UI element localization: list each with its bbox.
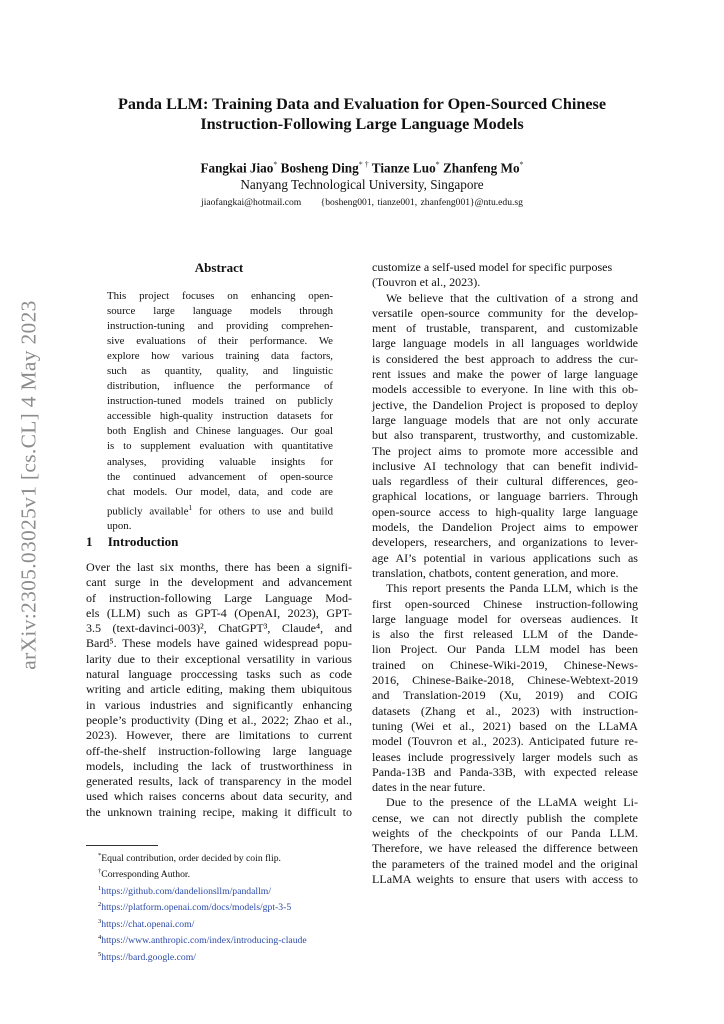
author-mark: *: [519, 160, 524, 169]
text-line: jective, the Dandelion Project is proposed to deploy: [372, 397, 638, 412]
text-line: such as quantity, quality, and linguistic: [107, 365, 333, 378]
text-line: Panda-13B and Panda-33B, with expected release: [372, 764, 638, 779]
footnote-divider: [86, 845, 158, 846]
text-line: models, including the lack of trustworthiness in: [86, 758, 352, 773]
footnote-mark: *: [98, 852, 102, 859]
footnotes: [98, 849, 358, 964]
text-line: Bard⁵. These models have gained widespread popu-: [86, 636, 352, 651]
text-line: used which raises concerns about data security, and: [86, 789, 352, 804]
right-column-text: [372, 260, 638, 887]
footnote-item: [98, 882, 358, 898]
footnote-mark: 1: [98, 884, 102, 892]
footnote-link[interactable]: https://bard.google.com/: [101, 951, 196, 963]
text-line: model (Touvron et al., 2023). Anticipated future re-: [372, 734, 638, 749]
text-line: models accessible to everyone. In line with this ob-: [372, 382, 638, 397]
text-line: inclusive AI technology that can benefit individ-: [372, 458, 638, 473]
footnote-item: [98, 948, 358, 964]
text-line: We believe that the cultivation of a strong and: [386, 290, 638, 305]
text-line: sive evaluations of their performance. We: [107, 335, 333, 348]
title-line-2: Instruction-Following Large Language Models: [200, 115, 524, 133]
text-line: dates in the near future.: [372, 780, 486, 795]
text-line: source large language models through: [107, 305, 333, 318]
abstract-heading: Abstract: [194, 260, 244, 275]
left-column-text: [86, 560, 352, 820]
text-line: ment of trustable, transparent, and customizable: [372, 321, 638, 336]
text-line: instruction-tuned models trained on publicly: [107, 395, 333, 408]
text-line: Due to the presence of the LLaMA weight Li-: [386, 795, 638, 810]
text-line: writing and article editing, making them ubiquitous: [86, 682, 352, 697]
text-line: natural language proccessing tasks such as code: [86, 667, 352, 682]
footnote-mark: 3: [98, 917, 102, 925]
text-line: large language models that are not only accurate: [372, 412, 638, 427]
text-line: larity due to their exceptional versatility in various: [86, 651, 352, 666]
text-line: graphical locations, or language barriers. Through: [372, 489, 638, 504]
text-line: weights of the checkpoints of our Panda LLM.: [372, 825, 638, 840]
text-line: upon.: [107, 520, 132, 533]
text-line: publicly available$^1$ for others to use and build: [107, 502, 334, 518]
text-line: lion Project. Our Panda LLM model has been: [372, 642, 638, 657]
text-line: The project aims to promote more accessible and: [372, 443, 638, 458]
arxiv-stamp-text: arXiv:2305.03025v1 [cs.CL] 4 May 2023: [16, 300, 41, 670]
text-line: explore how various training data factors,: [107, 350, 333, 363]
author-mark: *: [273, 160, 278, 169]
footnote-link[interactable]: https://www.anthropic.com/index/introducing-claude: [101, 935, 307, 947]
text-line: is to supplement evaluation with quantitative: [107, 440, 333, 453]
text-line: but also transparent, trustworthy, and customizable.: [372, 428, 638, 443]
text-line: (Touvron et al., 2023).: [372, 275, 481, 290]
footnote-text: Corresponding Author.: [101, 869, 191, 881]
author-list: [88, 160, 636, 176]
footnote-item: [98, 898, 358, 914]
text-line: trained on Chinese-Wiki-2019, Chinese-News-: [372, 657, 638, 672]
email-address: jiaofangkai@hotmail.com: [201, 197, 302, 208]
section-heading: [86, 534, 178, 550]
footnote-marker[interactable]: 1: [188, 502, 193, 512]
text-line: 2023). However, there are limitations to current: [86, 728, 352, 743]
text-line: both English and Chinese languages. Our goal: [107, 425, 333, 438]
text-line: off-the-shelf instruction-following large language: [86, 743, 352, 758]
text-line: the unknown training recipe, making it difficult to: [86, 804, 352, 819]
section-title: Introduction: [107, 534, 179, 549]
text-line: large language models in all languages worldwide: [372, 336, 638, 351]
footnote-mark: 4: [98, 934, 102, 942]
text-line: distribution, influence the performance of: [107, 380, 333, 393]
text-line: and Translation-2019 (Xu, 2019) and COIG: [372, 688, 638, 703]
text-line: els (LLM) such as GPT-4 (OpenAI, 2023), GPT-: [86, 605, 352, 620]
author-mark: *: [435, 160, 440, 169]
text-line: models, the Dandelion Project aims to empower: [372, 520, 638, 535]
footnote-mark: 2: [98, 901, 102, 909]
text-line: cense, we can not directly publish the complete: [372, 810, 638, 825]
text-line: 2016, Chinese-Baike-2018, Chinese-Webtext-2019: [372, 673, 638, 688]
footnote-link[interactable]: https://platform.openai.com/docs/models/gpt-3-5: [101, 902, 292, 914]
text-line: of instruction-following Large Language Mod-: [86, 590, 352, 605]
text-line: generated results, lack of transparency in the model: [86, 774, 352, 789]
text-line: in various industries and significantly enhancing: [86, 697, 352, 712]
author-name: Fangkai Jiao: [200, 160, 274, 176]
text-line: large language model for overseas audiences. It: [372, 611, 638, 626]
footnote-item: [98, 915, 358, 931]
footnote-link[interactable]: https://chat.openai.com/: [101, 918, 195, 930]
text-line: open-source access to high-quality large language: [372, 504, 638, 519]
text-line: rent issues and make the power of large language: [372, 367, 638, 382]
text-line: datasets (Zhang et al., 2023) with instruction-: [372, 703, 638, 718]
text-line: chat models. Our model, data, and code are: [107, 485, 333, 498]
title-line-1: Panda LLM: Training Data and Evaluation for Open-Sourced Chinese: [117, 95, 607, 113]
text-line: is considered the best approach to address the cur-: [372, 351, 638, 366]
text-line: uals regardless of their cultural differences, geo-: [372, 474, 638, 489]
text-line: tuning (Wei et al., 2021) based on the LLaMA: [372, 718, 638, 733]
affiliation: Nanyang Technological University, Singapore: [240, 177, 484, 192]
text-line: first open-sourced Chinese instruction-following: [372, 596, 638, 611]
text-line: leases include progressively larger models such as: [372, 749, 638, 764]
author-emails: [88, 197, 636, 208]
text-line: Therefore, we have released the difference between: [372, 841, 638, 856]
text-line: translation, chatbots, content generation, and more.: [372, 565, 619, 580]
arxiv-stamp: [14, 300, 44, 670]
footnote-item: [98, 931, 358, 947]
text-line: instruction-tuning and providing comprehen-: [107, 320, 333, 333]
text-line: cant surge in the development and advancement: [86, 575, 352, 590]
text-line: is also the first released LLM of the Dande-: [372, 627, 638, 642]
text-line: analyses, providing valuable insights for: [107, 455, 333, 468]
text-line: versatile open-source community for the develop-: [372, 305, 638, 320]
footnote-mark: †: [98, 868, 102, 876]
text-line: developers, researchers, and organizations to lever-: [372, 535, 638, 550]
text-line: This project focuses on enhancing open-: [107, 290, 333, 302]
text-line: 3.5 (text-davinci-003)², ChatGPT³, Claude⁴, and: [86, 621, 352, 636]
paper-title: [88, 94, 636, 134]
footnote-text: Equal contribution, order decided by coin flip.: [101, 853, 281, 865]
footnote-item: [98, 865, 358, 881]
author-name: Tianze Luo: [371, 160, 436, 176]
text-line: LLaMA weights to ensure that users with access to: [372, 871, 638, 886]
text-line: customize a self-used model for specific purposes: [372, 260, 613, 274]
email-address: {bosheng001, tianze001, zhanfeng001}@ntu.edu.sg: [320, 197, 523, 208]
text-line: accessible high-quality instruction datasets for: [107, 410, 333, 423]
text-line: people’s productivity (Ding et al., 2022; Zhao et al.,: [86, 712, 352, 727]
abstract-body: [107, 289, 333, 534]
author-mark: * †: [358, 160, 369, 169]
text-line: the continued advancement of open-source: [107, 470, 333, 483]
footnote-item: [98, 849, 358, 865]
author-name: Zhanfeng Mo: [442, 160, 520, 176]
author-name: Bosheng Ding: [280, 160, 359, 176]
section-number: 1: [86, 534, 93, 549]
text-line: This report presents the Panda LLM, which is the: [386, 581, 638, 596]
footnote-mark: 5: [98, 950, 102, 958]
text-line: age AI’s potential in various applications such as: [372, 550, 638, 565]
footnote-link[interactable]: https://github.com/dandelionsllm/pandallm/: [101, 886, 272, 898]
text-line: Over the last six months, there has been a signifi-: [86, 560, 352, 574]
text-line: the parameters of the trained model and the original: [372, 856, 638, 871]
